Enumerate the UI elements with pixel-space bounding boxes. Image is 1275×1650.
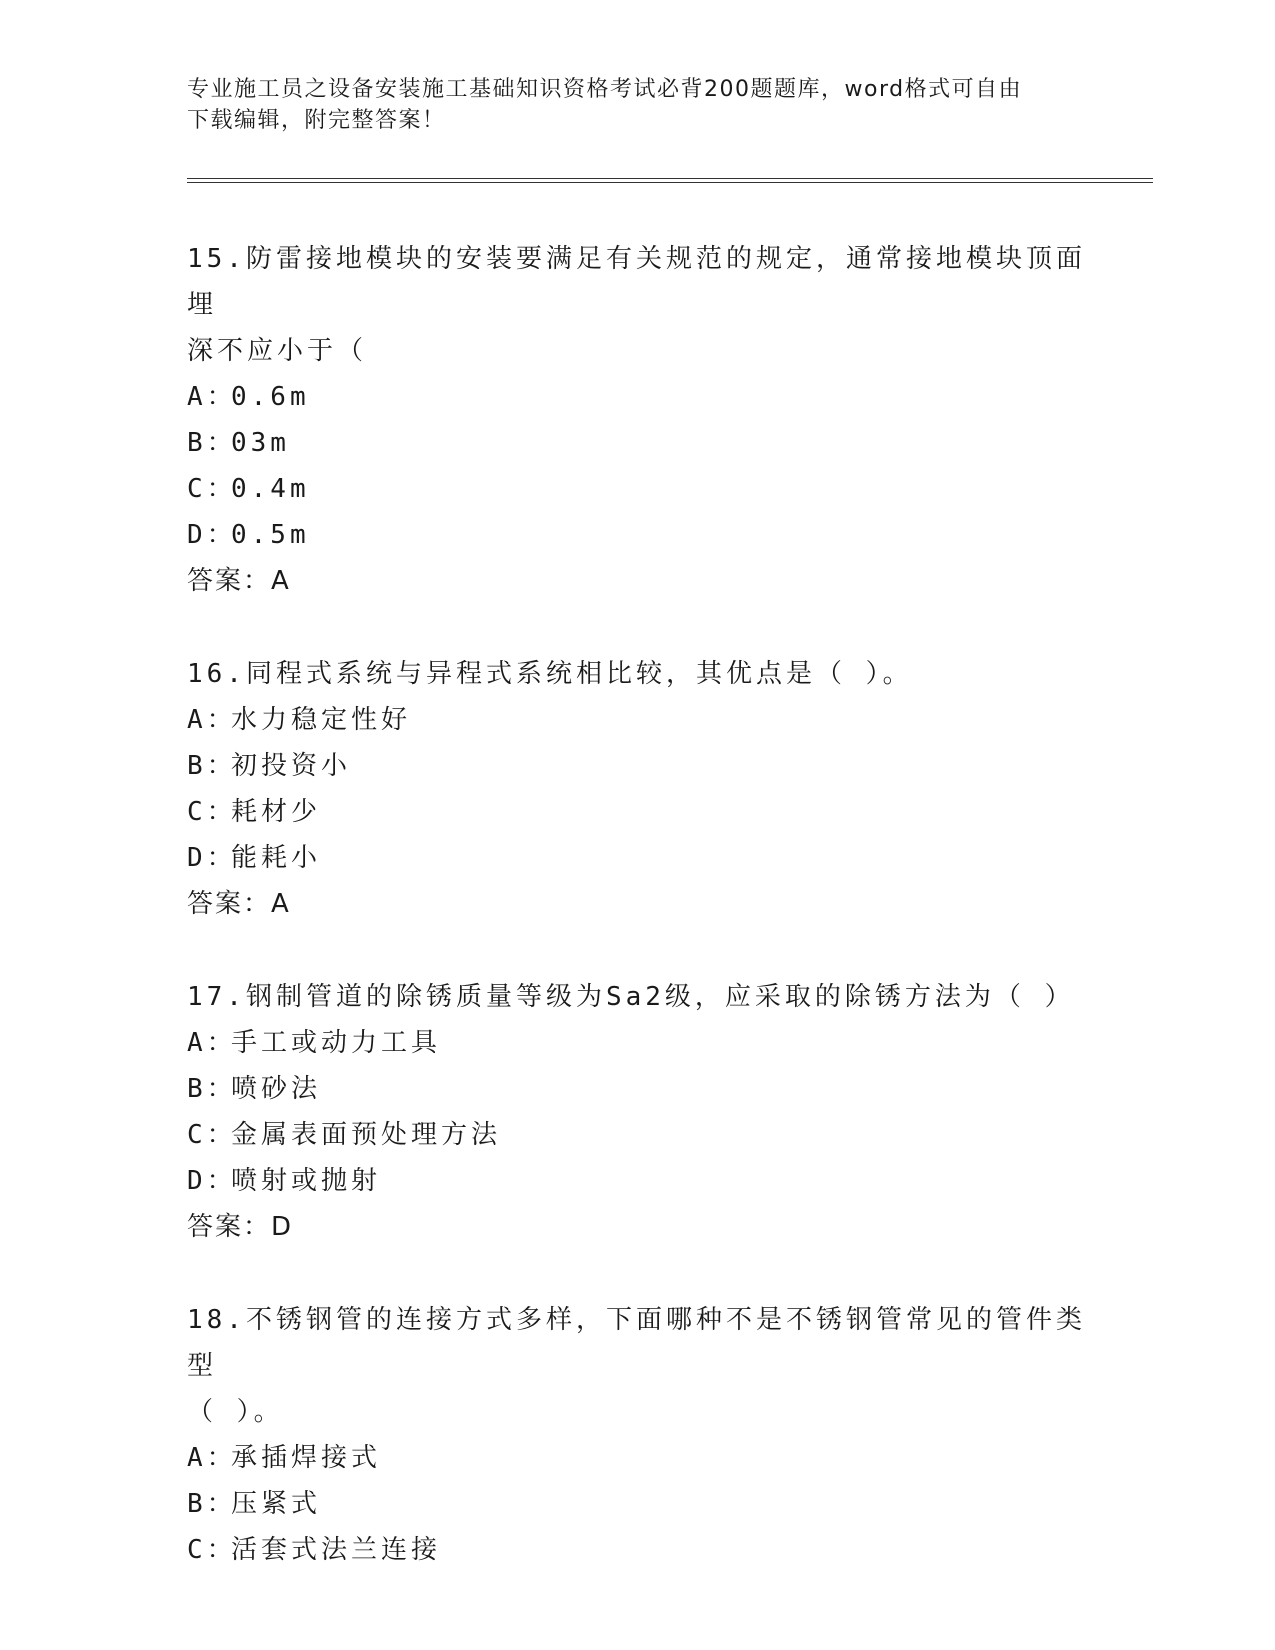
- option-text: 喷砂法: [231, 1074, 322, 1104]
- option-letter: A：: [187, 705, 237, 735]
- answer-line: 答案：A: [187, 889, 291, 919]
- option-b: [187, 1066, 1087, 1112]
- option-letter: D：: [187, 520, 237, 550]
- option-letter: D：: [187, 843, 237, 873]
- option-text: 03m: [231, 428, 290, 458]
- option-c: [187, 1527, 1087, 1573]
- option-text: 水力稳定性好: [231, 705, 412, 735]
- question-16: [187, 651, 1087, 927]
- option-text: 手工或动力工具: [231, 1028, 442, 1058]
- option-a: [187, 697, 1087, 743]
- option-letter: C：: [187, 797, 237, 827]
- option-a: [187, 1020, 1087, 1066]
- option-text: 喷射或抛射: [231, 1166, 382, 1196]
- option-d: [187, 835, 1087, 881]
- option-letter: B：: [187, 1074, 237, 1104]
- option-letter: D：: [187, 1166, 237, 1196]
- option-a: [187, 1435, 1087, 1481]
- question-stem-line: （ ）。: [187, 1397, 284, 1427]
- option-letter: C：: [187, 1120, 237, 1150]
- option-text: 承插焊接式: [231, 1443, 382, 1473]
- option-text: 活套式法兰连接: [231, 1535, 442, 1565]
- document-header: [187, 74, 1067, 136]
- question-15: [187, 236, 1087, 604]
- option-b: [187, 743, 1087, 789]
- option-text: 能耗小: [231, 843, 322, 873]
- question-stem-line: 深不应小于（: [187, 336, 368, 366]
- answer-line: 答案：D: [187, 1212, 294, 1242]
- option-d: [187, 512, 1087, 558]
- header-divider-bottom: [187, 182, 1153, 183]
- option-text: 初投资小: [231, 751, 352, 781]
- option-c: [187, 466, 1087, 512]
- header-divider-top: [187, 178, 1153, 179]
- option-letter: B：: [187, 751, 237, 781]
- question-17: [187, 974, 1087, 1250]
- option-text: 0.5m: [231, 520, 310, 550]
- option-text: 金属表面预处理方法: [231, 1120, 502, 1150]
- option-letter: A：: [187, 1028, 237, 1058]
- option-letter: B：: [187, 428, 237, 458]
- option-c: [187, 789, 1087, 835]
- question-list: [187, 236, 1087, 1620]
- option-letter: B：: [187, 1489, 237, 1519]
- option-d: [187, 1158, 1087, 1204]
- header-line-1: 专业施工员之设备安装施工基础知识资格考试必背200题题库，word格式可自由: [187, 77, 1023, 102]
- question-stem-line: 16.同程式系统与异程式系统相比较，其优点是（ ）。: [187, 659, 913, 689]
- question-stem-line: 17.钢制管道的除锈质量等级为Sa2级，应采取的除锈方法为（ ）: [187, 982, 1075, 1012]
- option-letter: A：: [187, 382, 237, 412]
- option-text: 0.6m: [231, 382, 310, 412]
- option-letter: C：: [187, 1535, 237, 1565]
- question-stem-line: 18.不锈钢管的连接方式多样，下面哪种不是不锈钢管常见的管件类型: [187, 1305, 1086, 1381]
- option-b: [187, 420, 1087, 466]
- question-stem-line: 15.防雷接地模块的安装要满足有关规范的规定，通常接地模块顶面埋: [187, 244, 1086, 320]
- option-text: 压紧式: [231, 1489, 322, 1519]
- option-text: 0.4m: [231, 474, 310, 504]
- answer-line: 答案：A: [187, 566, 291, 596]
- option-c: [187, 1112, 1087, 1158]
- header-line-2: 下载编辑，附完整答案！: [187, 108, 446, 133]
- option-b: [187, 1481, 1087, 1527]
- option-a: [187, 374, 1087, 420]
- option-letter: A：: [187, 1443, 237, 1473]
- question-18: [187, 1297, 1087, 1573]
- option-text: 耗材少: [231, 797, 322, 827]
- option-letter: C：: [187, 474, 237, 504]
